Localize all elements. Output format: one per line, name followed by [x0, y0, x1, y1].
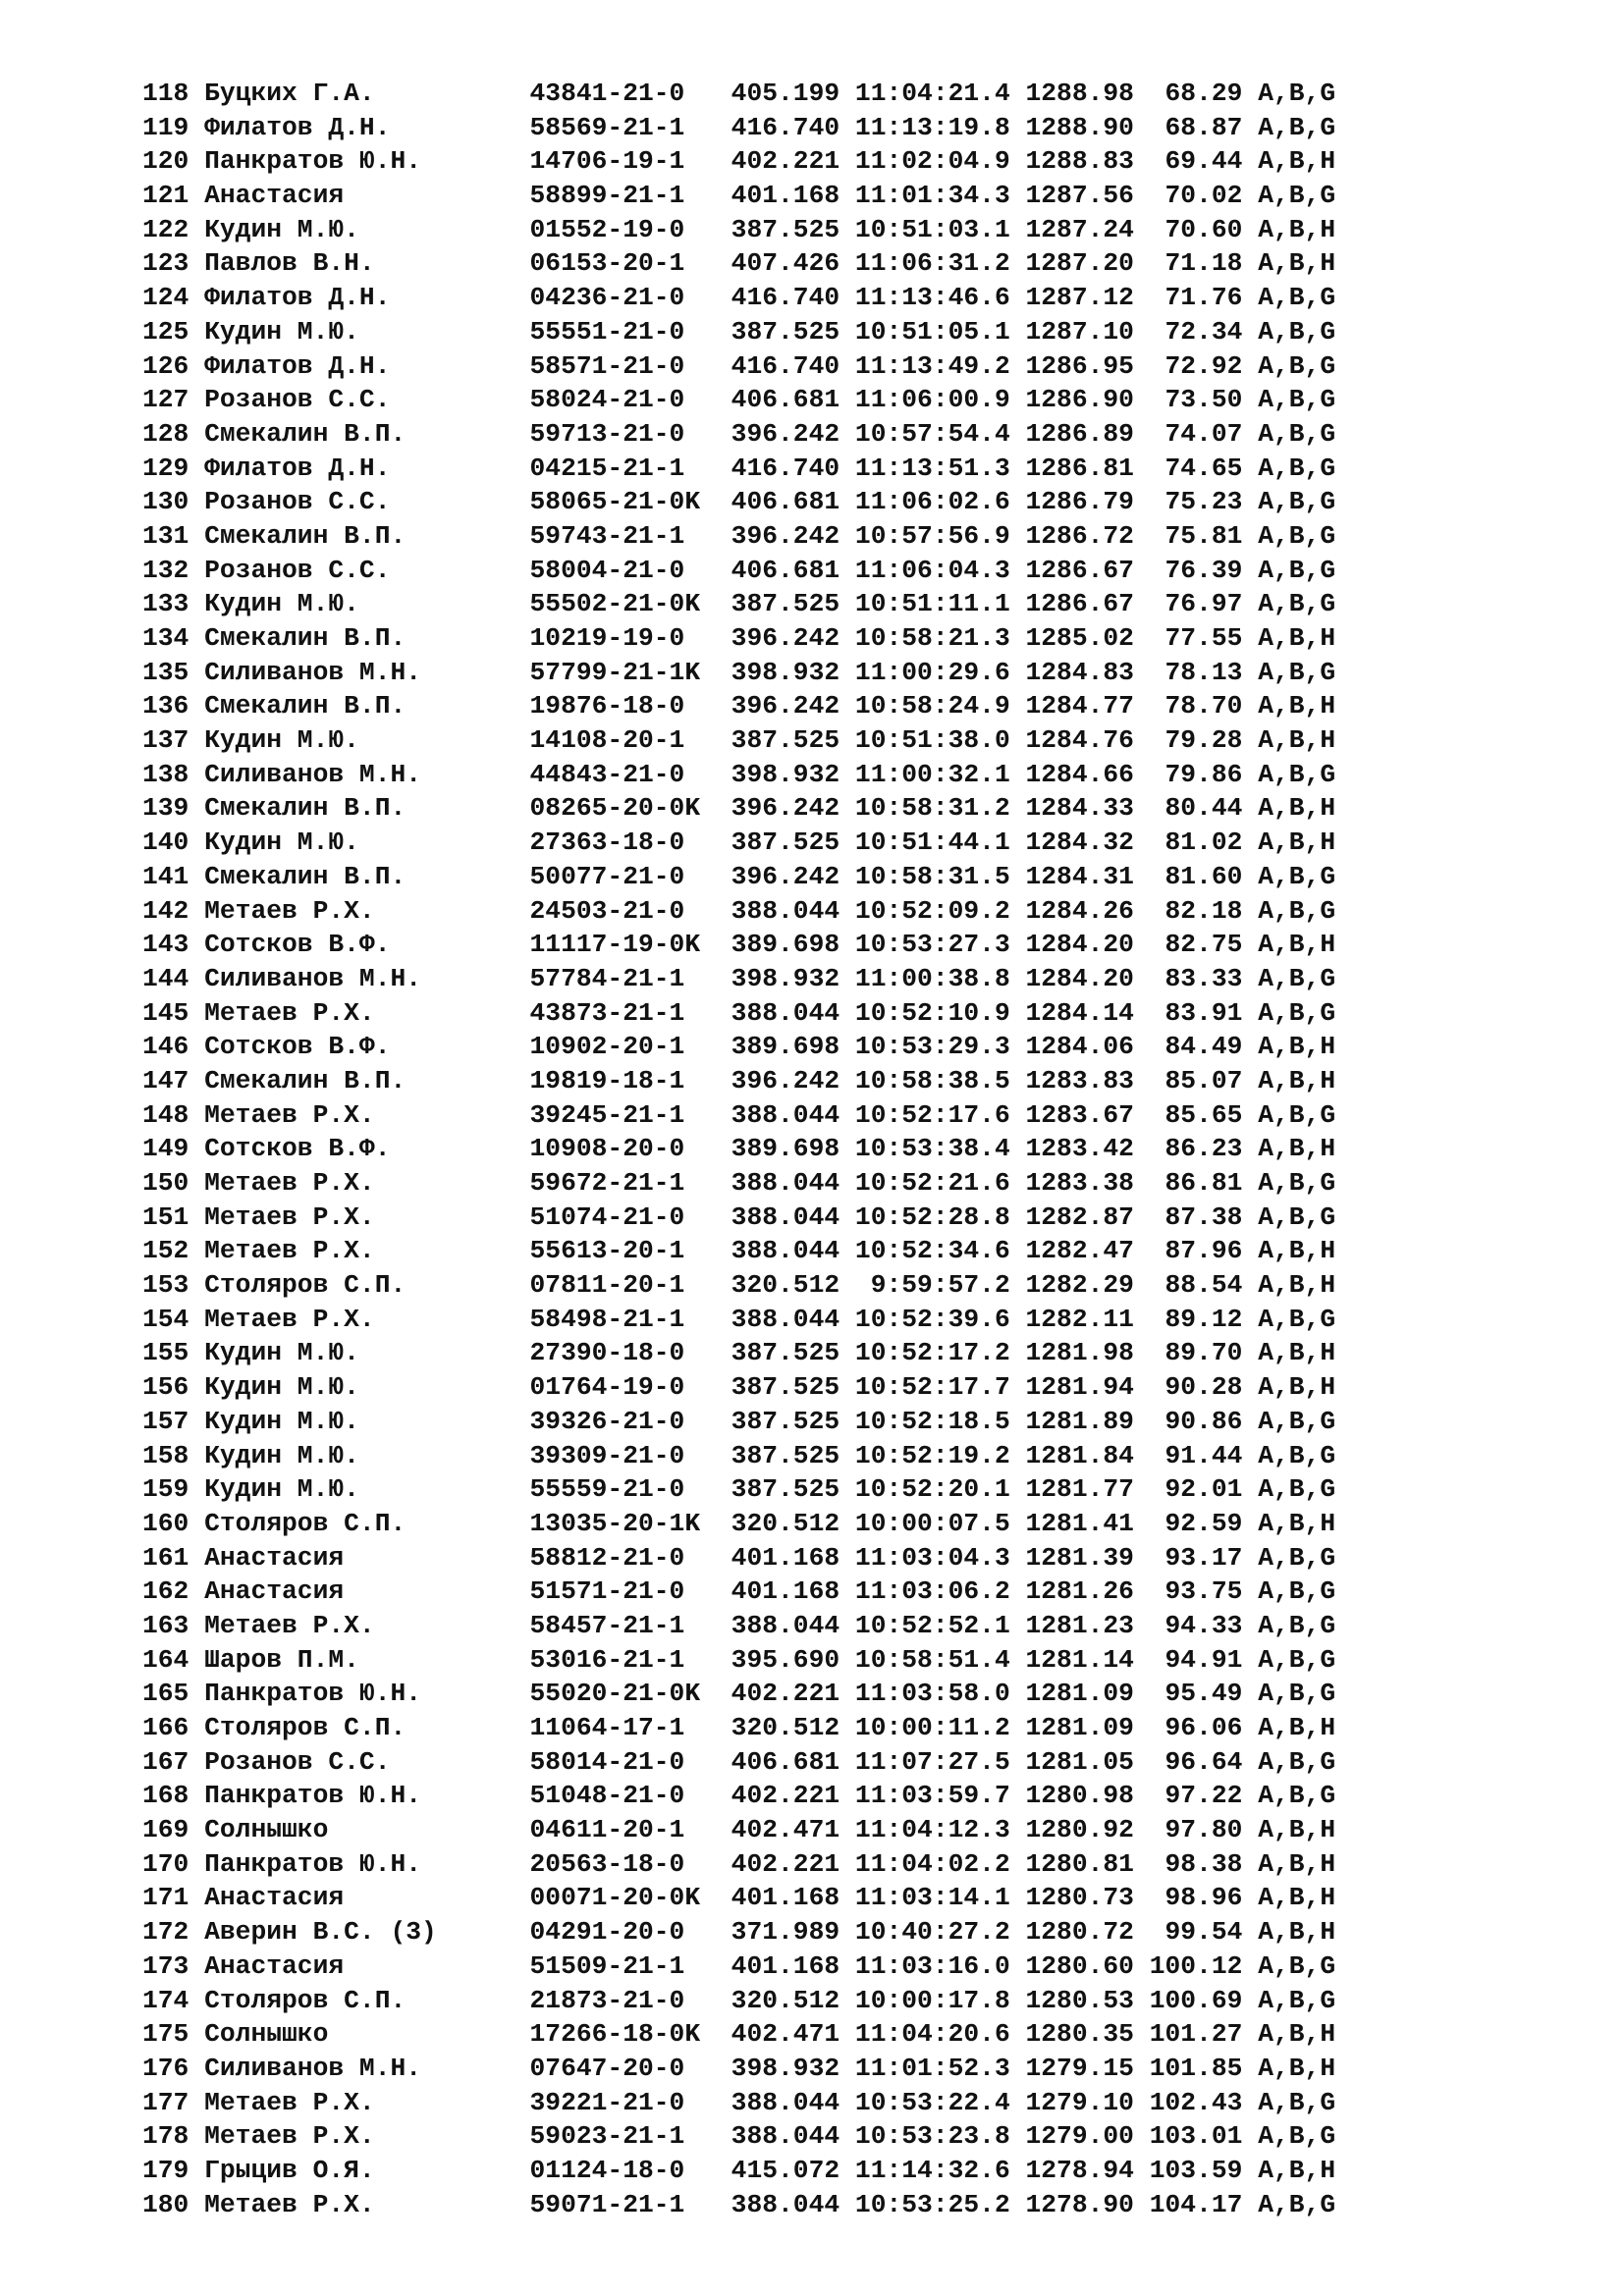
result-row: 170 Панкратов Ю.Н. 20563-18-0 402.221 11:04:02.2 1280.81 98.38 A,B,H — [142, 1848, 1336, 1879]
result-row: 120 Панкратов Ю.Н. 14706-19-1 402.221 11:02:04.9 1288.83 69.44 A,B,H — [142, 146, 1336, 177]
result-row: 178 Метаев Р.Х. 59023-21-1 388.044 10:53:23.8 1279.00 103.01 A,B,G — [142, 2121, 1336, 2152]
result-row: 179 Грыцив О.Я. 01124-18-0 415.072 11:14:32.6 1278.94 103.59 A,B,H — [142, 2155, 1336, 2185]
result-row: 119 Филатов Д.Н. 58569-21-1 416.740 11:13:19.8 1288.90 68.87 A,B,G — [142, 112, 1336, 142]
result-row: 180 Метаев Р.Х. 59071-21-1 388.044 10:53:25.2 1278.90 104.17 A,B,G — [142, 2189, 1336, 2219]
result-row: 174 Столяров С.П. 21873-21-0 320.512 10:00:17.8 1280.53 100.69 A,B,G — [142, 1985, 1336, 2015]
result-row: 173 Анастасия 51509-21-1 401.168 11:03:16.0 1280.60 100.12 A,B,G — [142, 1950, 1336, 1981]
result-row: 149 Сотсков В.Ф. 10908-20-0 389.698 10:53:38.4 1283.42 86.23 A,B,H — [142, 1134, 1336, 1164]
result-row: 139 Смекалин В.П. 08265-20-0K 396.242 10:58:31.2 1284.33 80.44 A,B,H — [142, 793, 1336, 824]
result-row: 152 Метаев Р.Х. 55613-20-1 388.044 10:52:34.6 1282.47 87.96 A,B,H — [142, 1236, 1336, 1266]
result-row: 171 Анастасия 00071-20-0K 401.168 11:03:14.1 1280.73 98.96 A,B,H — [142, 1883, 1336, 1913]
result-row: 145 Метаев Р.Х. 43873-21-1 388.044 10:52:10.9 1284.14 83.91 A,B,G — [142, 997, 1336, 1028]
result-row: 172 Аверин В.С. (3) 04291-20-0 371.989 10:40:27.2 1280.72 99.54 A,B,H — [142, 1917, 1336, 1948]
result-row: 176 Силиванов М.Н. 07647-20-0 398.932 11:01:52.3 1279.15 101.85 A,B,H — [142, 2053, 1336, 2083]
result-row: 151 Метаев Р.Х. 51074-21-0 388.044 10:52:28.8 1282.87 87.38 A,B,G — [142, 1201, 1336, 1232]
result-row: 125 Кудин М.Ю. 55551-21-0 387.525 10:51:05.1 1287.10 72.34 A,B,G — [142, 316, 1336, 347]
result-row: 141 Смекалин В.П. 50077-21-0 396.242 10:58:31.5 1284.31 81.60 A,B,G — [142, 861, 1336, 891]
result-row: 123 Павлов В.Н. 06153-20-1 407.426 11:06:31.2 1287.20 71.18 A,B,H — [142, 248, 1336, 279]
result-row: 126 Филатов Д.Н. 58571-21-0 416.740 11:13:49.2 1286.95 72.92 A,B,G — [142, 350, 1336, 381]
result-row: 177 Метаев Р.Х. 39221-21-0 388.044 10:53:22.4 1279.10 102.43 A,B,G — [142, 2087, 1336, 2117]
result-row: 153 Столяров С.П. 07811-20-1 320.512 9:59:57.2 1282.29 88.54 A,B,H — [142, 1270, 1336, 1301]
result-row: 167 Розанов С.С. 58014-21-0 406.681 11:07:27.5 1281.05 96.64 A,B,G — [142, 1746, 1336, 1777]
result-row: 122 Кудин М.Ю. 01552-19-0 387.525 10:51:03.1 1287.24 70.60 A,B,H — [142, 214, 1336, 244]
result-row: 156 Кудин М.Ю. 01764-19-0 387.525 10:52:17.7 1281.94 90.28 A,B,H — [142, 1372, 1336, 1403]
result-row: 157 Кудин М.Ю. 39326-21-0 387.525 10:52:18.5 1281.89 90.86 A,B,G — [142, 1406, 1336, 1436]
result-row: 161 Анастасия 58812-21-0 401.168 11:03:04.3 1281.39 93.17 A,B,G — [142, 1542, 1336, 1573]
result-row: 146 Сотсков В.Ф. 10902-20-1 389.698 10:53:29.3 1284.06 84.49 A,B,H — [142, 1032, 1336, 1062]
result-row: 131 Смекалин В.П. 59743-21-1 396.242 10:57:56.9 1286.72 75.81 A,B,G — [142, 520, 1336, 551]
result-row: 158 Кудин М.Ю. 39309-21-0 387.525 10:52:19.2 1281.84 91.44 A,B,G — [142, 1440, 1336, 1470]
result-row: 133 Кудин М.Ю. 55502-21-0K 387.525 10:51:11.1 1286.67 76.97 A,B,G — [142, 589, 1336, 619]
result-row: 159 Кудин М.Ю. 55559-21-0 387.525 10:52:20.1 1281.77 92.01 A,B,G — [142, 1474, 1336, 1505]
result-row: 175 Солнышко 17266-18-0K 402.471 11:04:20.6 1280.35 101.27 A,B,H — [142, 2019, 1336, 2050]
result-row: 166 Столяров С.П. 11064-17-1 320.512 10:00:11.2 1281.09 96.06 A,B,H — [142, 1713, 1336, 1742]
result-row: 135 Силиванов М.Н. 57799-21-1K 398.932 11:00:29.6 1284.83 78.13 A,B,G — [142, 657, 1336, 687]
result-row: 128 Смекалин В.П. 59713-21-0 396.242 10:57:54.4 1286.89 74.07 A,B,G — [142, 418, 1336, 449]
result-row: 160 Столяров С.П. 13035-20-1K 320.512 10:00:07.5 1281.41 92.59 A,B,H — [142, 1508, 1336, 1538]
result-row: 148 Метаев Р.Х. 39245-21-1 388.044 10:52:17.6 1283.67 85.65 A,B,G — [142, 1099, 1336, 1130]
result-row: 143 Сотсков В.Ф. 11117-19-0K 389.698 10:53:27.3 1284.20 82.75 A,B,H — [142, 930, 1336, 960]
result-row: 147 Смекалин В.П. 19819-18-1 396.242 10:58:38.5 1283.83 85.07 A,B,H — [142, 1065, 1336, 1095]
result-row: 134 Смекалин В.П. 10219-19-0 396.242 10:58:21.3 1285.02 77.55 A,B,H — [142, 623, 1336, 653]
result-row: 127 Розанов С.С. 58024-21-0 406.681 11:06:00.9 1286.90 73.50 A,B,G — [142, 385, 1336, 415]
result-row: 169 Солнышко 04611-20-1 402.471 11:04:12.3 1280.92 97.80 A,B,H — [142, 1815, 1336, 1845]
result-row: 137 Кудин М.Ю. 14108-20-1 387.525 10:51:38.0 1284.76 79.28 A,B,H — [142, 725, 1336, 756]
result-row: 124 Филатов Д.Н. 04236-21-0 416.740 11:13:46.6 1287.12 71.76 A,B,G — [142, 283, 1336, 313]
result-row: 140 Кудин М.Ю. 27363-18-0 387.525 10:51:44.1 1284.32 81.02 A,B,H — [142, 828, 1336, 858]
result-row: 121 Анастасия 58899-21-1 401.168 11:01:34.3 1287.56 70.02 A,B,G — [142, 181, 1336, 211]
result-row: 154 Метаев Р.Х. 58498-21-1 388.044 10:52:39.6 1282.11 89.12 A,B,G — [142, 1304, 1336, 1334]
result-row: 155 Кудин М.Ю. 27390-18-0 387.525 10:52:17.2 1281.98 89.70 A,B,H — [142, 1338, 1336, 1368]
result-row: 130 Розанов С.С. 58065-21-0K 406.681 11:06:02.6 1286.79 75.23 A,B,G — [142, 487, 1336, 517]
result-row: 163 Метаев Р.Х. 58457-21-1 388.044 10:52:52.1 1281.23 94.33 A,B,G — [142, 1610, 1336, 1640]
result-row: 136 Смекалин В.П. 19876-18-0 396.242 10:58:24.9 1284.77 78.70 A,B,H — [142, 691, 1336, 721]
result-row: 138 Силиванов М.Н. 44843-21-0 398.932 11:00:32.1 1284.66 79.86 A,B,G — [142, 759, 1336, 789]
result-row: 144 Силиванов М.Н. 57784-21-1 398.932 11:00:38.8 1284.20 83.33 A,B,G — [142, 963, 1336, 993]
result-row: 165 Панкратов Ю.Н. 55020-21-0K 402.221 11:03:58.0 1281.09 95.49 A,B,G — [142, 1679, 1336, 1709]
result-row: 168 Панкратов Ю.Н. 51048-21-0 402.221 11:03:59.7 1280.98 97.22 A,B,G — [142, 1781, 1336, 1811]
result-row: 164 Шаров П.М. 53016-21-1 395.690 10:58:51.4 1281.14 94.91 A,B,G — [142, 1644, 1336, 1675]
result-row: 142 Метаев Р.Х. 24503-21-0 388.044 10:52:09.2 1284.26 82.18 A,B,G — [142, 895, 1336, 926]
result-row: 162 Анастасия 51571-21-0 401.168 11:03:06.2 1281.26 93.75 A,B,G — [142, 1576, 1336, 1607]
result-row: 118 Буцких Г.А. 43841-21-0 405.199 11:04:21.4 1288.98 68.29 A,B,G — [142, 79, 1336, 108]
result-row: 132 Розанов С.С. 58004-21-0 406.681 11:06:04.3 1286.67 76.39 A,B,G — [142, 555, 1336, 585]
result-row: 129 Филатов Д.Н. 04215-21-1 416.740 11:13:51.3 1286.81 74.65 A,B,G — [142, 453, 1336, 483]
results-listing — [142, 77, 1566, 2221]
result-row: 150 Метаев Р.Х. 59672-21-1 388.044 10:52:21.6 1283.38 86.81 A,B,G — [142, 1168, 1336, 1198]
